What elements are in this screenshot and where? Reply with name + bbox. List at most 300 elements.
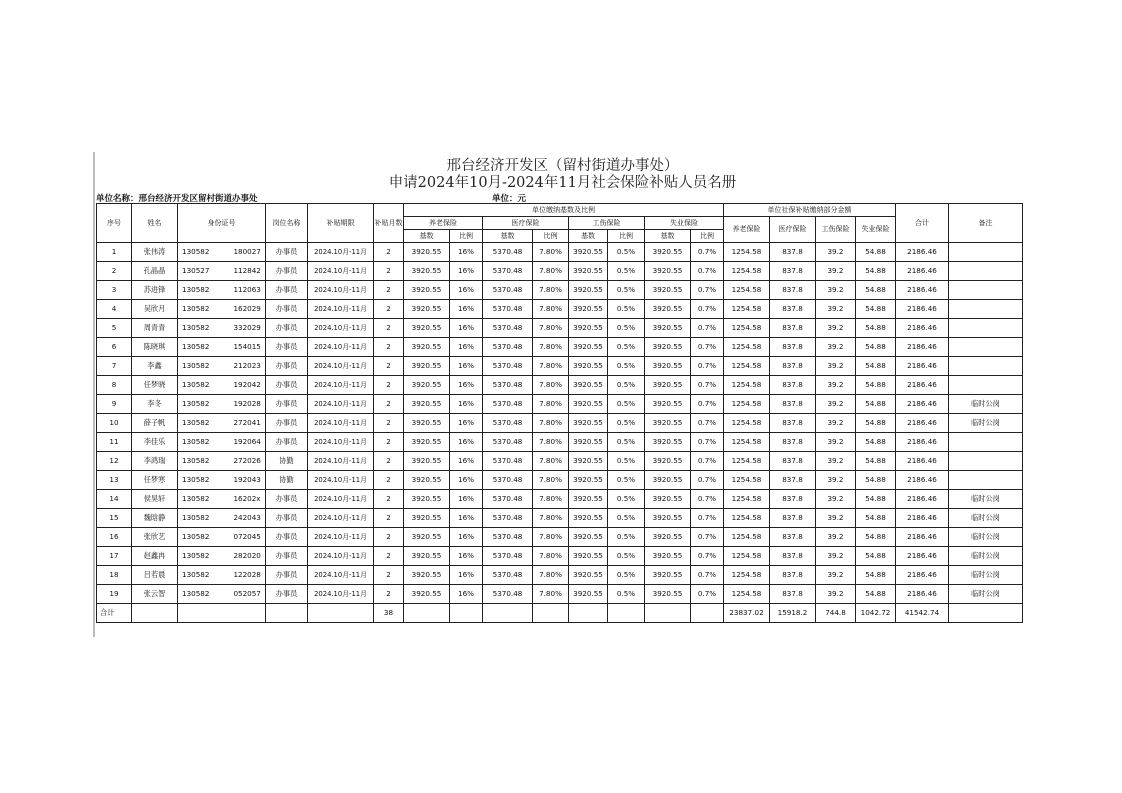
cell-unemployment-ratio: 0.7% xyxy=(691,528,724,547)
cell-id-suffix: 162029 xyxy=(233,304,261,314)
cell-injury-base: 3920.55 xyxy=(569,490,608,509)
cell-period: 2024.10月-11月 xyxy=(308,376,374,395)
cell-pension-base: 3920.55 xyxy=(404,414,450,433)
table-row xyxy=(97,528,1023,547)
totals-empty xyxy=(266,604,308,623)
cell-pension-ratio: 16% xyxy=(450,471,483,490)
cell-id-prefix: 130582 xyxy=(182,399,210,409)
cell-injury-amount: 39.2 xyxy=(816,338,856,357)
cell-injury-amount: 39.2 xyxy=(816,243,856,262)
totals-empty xyxy=(691,604,724,623)
cell-remark xyxy=(949,300,1023,319)
cell-medical-ratio: 7.80% xyxy=(533,319,569,338)
cell-period: 2024.10月-11月 xyxy=(308,300,374,319)
cell-remark: 临时公岗 xyxy=(949,566,1023,585)
cell-name: 任梦晓 xyxy=(132,376,178,395)
cell-injury-base: 3920.55 xyxy=(569,357,608,376)
cell-total: 2186.46 xyxy=(896,566,949,585)
totals-empty xyxy=(308,604,374,623)
table-row xyxy=(97,585,1023,604)
cell-total: 2186.46 xyxy=(896,547,949,566)
cell-remark xyxy=(949,452,1023,471)
cell-medical-amount: 837.8 xyxy=(770,585,816,604)
cell-unemployment-base: 3920.55 xyxy=(645,528,691,547)
cell-id xyxy=(178,528,266,547)
cell-unemployment-base: 3920.55 xyxy=(645,281,691,300)
cell-medical-amount: 837.8 xyxy=(770,376,816,395)
cell-id xyxy=(178,471,266,490)
cell-id-suffix: 192042 xyxy=(233,380,261,390)
table-row xyxy=(97,262,1023,281)
cell-injury-amount: 39.2 xyxy=(816,433,856,452)
cell-months: 2 xyxy=(374,585,404,604)
cell-unemployment-amount: 54.88 xyxy=(856,566,896,585)
cell-medical-ratio: 7.80% xyxy=(533,452,569,471)
cell-pension-amount: 1254.58 xyxy=(724,243,770,262)
table-row xyxy=(97,319,1023,338)
cell-injury-amount: 39.2 xyxy=(816,414,856,433)
totals-medical-amount: 15918.2 xyxy=(770,604,816,623)
header-remark: 备注 xyxy=(949,204,1023,243)
cell-unemployment-base: 3920.55 xyxy=(645,566,691,585)
header-post: 岗位名称 xyxy=(266,204,308,243)
cell-post: 办事员 xyxy=(266,585,308,604)
cell-medical-amount: 837.8 xyxy=(770,452,816,471)
cell-unemployment-ratio: 0.7% xyxy=(691,338,724,357)
cell-injury-base: 3920.55 xyxy=(569,281,608,300)
cell-id xyxy=(178,300,266,319)
cell-medical-ratio: 7.80% xyxy=(533,566,569,585)
cell-id-prefix: 130582 xyxy=(182,475,210,485)
cell-id-prefix: 130582 xyxy=(182,589,210,599)
cell-months: 2 xyxy=(374,566,404,585)
cell-injury-amount: 39.2 xyxy=(816,471,856,490)
cell-id-suffix: 052057 xyxy=(233,589,261,599)
cell-injury-amount: 39.2 xyxy=(816,585,856,604)
cell-unemployment-base: 3920.55 xyxy=(645,262,691,281)
cell-total: 2186.46 xyxy=(896,433,949,452)
cell-months: 2 xyxy=(374,243,404,262)
cell-period: 2024.10月-11月 xyxy=(308,281,374,300)
cell-medical-ratio: 7.80% xyxy=(533,243,569,262)
cell-id xyxy=(178,281,266,300)
cell-period: 2024.10月-11月 xyxy=(308,528,374,547)
cell-pension-ratio: 16% xyxy=(450,452,483,471)
cell-remark: 临时公岗 xyxy=(949,528,1023,547)
cell-name: 李鸿瑞 xyxy=(132,452,178,471)
cell-unemployment-ratio: 0.7% xyxy=(691,414,724,433)
cell-post: 办事员 xyxy=(266,357,308,376)
cell-medical-amount: 837.8 xyxy=(770,300,816,319)
cell-unemployment-base: 3920.55 xyxy=(645,300,691,319)
cell-pension-base: 3920.55 xyxy=(404,509,450,528)
cell-name: 李鑫 xyxy=(132,357,178,376)
table-row xyxy=(97,357,1023,376)
cell-injury-amount: 39.2 xyxy=(816,509,856,528)
cell-id xyxy=(178,357,266,376)
cell-injury-base: 3920.55 xyxy=(569,395,608,414)
cell-unemployment-amount: 54.88 xyxy=(856,509,896,528)
cell-unemployment-base: 3920.55 xyxy=(645,338,691,357)
header-pension-amount: 养老保险 xyxy=(724,217,770,243)
cell-pension-amount: 1254.58 xyxy=(724,566,770,585)
cell-unemployment-amount: 54.88 xyxy=(856,319,896,338)
cell-injury-base: 3920.55 xyxy=(569,414,608,433)
cell-pension-ratio: 16% xyxy=(450,338,483,357)
totals-pension-amount: 23837.02 xyxy=(724,604,770,623)
sheet-left-border xyxy=(93,152,95,637)
cell-medical-ratio: 7.80% xyxy=(533,281,569,300)
cell-seq: 15 xyxy=(97,509,132,528)
cell-pension-base: 3920.55 xyxy=(404,471,450,490)
header-months: 补贴月数 xyxy=(374,204,404,243)
cell-id-suffix: 072045 xyxy=(233,532,261,542)
table-row xyxy=(97,566,1023,585)
cell-medical-base: 5370.48 xyxy=(483,262,533,281)
cell-name: 魏晗静 xyxy=(132,509,178,528)
cell-unemployment-ratio: 0.7% xyxy=(691,395,724,414)
cell-unemployment-amount: 54.88 xyxy=(856,262,896,281)
cell-total: 2186.46 xyxy=(896,262,949,281)
cell-total: 2186.46 xyxy=(896,471,949,490)
cell-seq: 17 xyxy=(97,547,132,566)
cell-id xyxy=(178,547,266,566)
cell-injury-base: 3920.55 xyxy=(569,338,608,357)
cell-unemployment-ratio: 0.7% xyxy=(691,509,724,528)
cell-seq: 18 xyxy=(97,566,132,585)
cell-pension-amount: 1254.58 xyxy=(724,585,770,604)
cell-id-suffix: 212023 xyxy=(233,361,261,371)
cell-name: 张欣艺 xyxy=(132,528,178,547)
cell-pension-base: 3920.55 xyxy=(404,300,450,319)
cell-pension-base: 3920.55 xyxy=(404,433,450,452)
header-injury: 工伤保险 xyxy=(569,217,645,230)
cell-id-suffix: 154015 xyxy=(233,342,261,352)
cell-pension-base: 3920.55 xyxy=(404,452,450,471)
header-pension-ratio: 比例 xyxy=(450,230,483,243)
cell-pension-base: 3920.55 xyxy=(404,357,450,376)
cell-medical-amount: 837.8 xyxy=(770,243,816,262)
cell-medical-ratio: 7.80% xyxy=(533,509,569,528)
cell-id xyxy=(178,376,266,395)
cell-unemployment-base: 3920.55 xyxy=(645,357,691,376)
cell-injury-amount: 39.2 xyxy=(816,300,856,319)
cell-id xyxy=(178,566,266,585)
cell-remark: 临时公岗 xyxy=(949,490,1023,509)
totals-empty xyxy=(949,604,1023,623)
cell-injury-amount: 39.2 xyxy=(816,376,856,395)
table-row xyxy=(97,509,1023,528)
header-unemployment-base: 基数 xyxy=(645,230,691,243)
cell-id-prefix: 130527 xyxy=(182,266,210,276)
cell-id xyxy=(178,509,266,528)
cell-period: 2024.10月-11月 xyxy=(308,471,374,490)
cell-id-prefix: 130582 xyxy=(182,551,210,561)
cell-months: 2 xyxy=(374,414,404,433)
cell-months: 2 xyxy=(374,509,404,528)
cell-total: 2186.46 xyxy=(896,509,949,528)
cell-medical-base: 5370.48 xyxy=(483,376,533,395)
cell-medical-amount: 837.8 xyxy=(770,547,816,566)
cell-injury-amount: 39.2 xyxy=(816,452,856,471)
cell-seq: 8 xyxy=(97,376,132,395)
cell-total: 2186.46 xyxy=(896,300,949,319)
cell-injury-ratio: 0.5% xyxy=(608,300,645,319)
cell-medical-ratio: 7.80% xyxy=(533,547,569,566)
cell-name: 吴欣月 xyxy=(132,300,178,319)
cell-unemployment-amount: 54.88 xyxy=(856,300,896,319)
cell-post: 办事员 xyxy=(266,414,308,433)
cell-remark: 临时公岗 xyxy=(949,395,1023,414)
cell-medical-amount: 837.8 xyxy=(770,281,816,300)
cell-unemployment-base: 3920.55 xyxy=(645,452,691,471)
cell-medical-base: 5370.48 xyxy=(483,319,533,338)
cell-pension-amount: 1254.58 xyxy=(724,300,770,319)
cell-name: 任梦寒 xyxy=(132,471,178,490)
cell-unemployment-base: 3920.55 xyxy=(645,585,691,604)
cell-remark: 临时公岗 xyxy=(949,414,1023,433)
cell-medical-base: 5370.48 xyxy=(483,433,533,452)
cell-name: 周青青 xyxy=(132,319,178,338)
cell-months: 2 xyxy=(374,376,404,395)
cell-post: 办事员 xyxy=(266,319,308,338)
cell-medical-base: 5370.48 xyxy=(483,338,533,357)
cell-medical-ratio: 7.80% xyxy=(533,414,569,433)
cell-name: 李佳乐 xyxy=(132,433,178,452)
cell-post: 办事员 xyxy=(266,490,308,509)
cell-total: 2186.46 xyxy=(896,585,949,604)
header-medical-base: 基数 xyxy=(483,230,533,243)
cell-injury-ratio: 0.5% xyxy=(608,471,645,490)
cell-unemployment-amount: 54.88 xyxy=(856,528,896,547)
table-row xyxy=(97,243,1023,262)
cell-post: 办事员 xyxy=(266,243,308,262)
cell-pension-ratio: 16% xyxy=(450,300,483,319)
cell-unemployment-ratio: 0.7% xyxy=(691,471,724,490)
cell-id-suffix: 180027 xyxy=(233,247,261,257)
cell-unemployment-ratio: 0.7% xyxy=(691,300,724,319)
cell-injury-base: 3920.55 xyxy=(569,452,608,471)
cell-name: 陈晓琪 xyxy=(132,338,178,357)
cell-post: 办事员 xyxy=(266,509,308,528)
subsidy-table xyxy=(96,203,1023,623)
cell-medical-base: 5370.48 xyxy=(483,357,533,376)
cell-pension-base: 3920.55 xyxy=(404,585,450,604)
header-pension-base: 基数 xyxy=(404,230,450,243)
cell-months: 2 xyxy=(374,452,404,471)
cell-injury-amount: 39.2 xyxy=(816,547,856,566)
cell-unemployment-amount: 54.88 xyxy=(856,281,896,300)
header-seq: 序号 xyxy=(97,204,132,243)
table-row xyxy=(97,300,1023,319)
unit-currency: 单位：元 xyxy=(492,194,527,204)
cell-pension-amount: 1254.58 xyxy=(724,452,770,471)
cell-id xyxy=(178,338,266,357)
cell-months: 2 xyxy=(374,262,404,281)
cell-period: 2024.10月-11月 xyxy=(308,547,374,566)
table-row xyxy=(97,376,1023,395)
cell-period: 2024.10月-11月 xyxy=(308,433,374,452)
cell-id xyxy=(178,319,266,338)
totals-grand-total: 41542.74 xyxy=(896,604,949,623)
cell-unemployment-amount: 54.88 xyxy=(856,452,896,471)
cell-pension-amount: 1254.58 xyxy=(724,262,770,281)
cell-injury-ratio: 0.5% xyxy=(608,490,645,509)
cell-total: 2186.46 xyxy=(896,357,949,376)
cell-name: 苏进锋 xyxy=(132,281,178,300)
cell-id-prefix: 130582 xyxy=(182,285,210,295)
cell-period: 2024.10月-11月 xyxy=(308,319,374,338)
totals-empty xyxy=(533,604,569,623)
cell-pension-ratio: 16% xyxy=(450,585,483,604)
header-unemployment: 失业保险 xyxy=(645,217,724,230)
cell-medical-base: 5370.48 xyxy=(483,490,533,509)
table-row xyxy=(97,395,1023,414)
cell-unemployment-ratio: 0.7% xyxy=(691,452,724,471)
cell-medical-base: 5370.48 xyxy=(483,471,533,490)
header-medical-amount: 医疗保险 xyxy=(770,217,816,243)
cell-unemployment-base: 3920.55 xyxy=(645,376,691,395)
cell-period: 2024.10月-11月 xyxy=(308,262,374,281)
cell-medical-base: 5370.48 xyxy=(483,547,533,566)
cell-pension-amount: 1254.58 xyxy=(724,528,770,547)
cell-medical-ratio: 7.80% xyxy=(533,433,569,452)
cell-injury-ratio: 0.5% xyxy=(608,243,645,262)
cell-id xyxy=(178,490,266,509)
cell-remark: 临时公岗 xyxy=(949,509,1023,528)
cell-pension-amount: 1254.58 xyxy=(724,395,770,414)
cell-pension-ratio: 16% xyxy=(450,433,483,452)
cell-unemployment-ratio: 0.7% xyxy=(691,566,724,585)
cell-period: 2024.10月-11月 xyxy=(308,585,374,604)
cell-unemployment-amount: 54.88 xyxy=(856,243,896,262)
cell-name: 张伟涛 xyxy=(132,243,178,262)
header-pension: 养老保险 xyxy=(404,217,483,230)
cell-medical-base: 5370.48 xyxy=(483,566,533,585)
cell-pension-base: 3920.55 xyxy=(404,490,450,509)
cell-post: 办事员 xyxy=(266,376,308,395)
cell-medical-amount: 837.8 xyxy=(770,357,816,376)
cell-unemployment-amount: 54.88 xyxy=(856,395,896,414)
cell-unemployment-base: 3920.55 xyxy=(645,490,691,509)
cell-unemployment-amount: 54.88 xyxy=(856,471,896,490)
cell-post: 办事员 xyxy=(266,395,308,414)
totals-label: 合计 xyxy=(97,604,132,623)
cell-injury-ratio: 0.5% xyxy=(608,319,645,338)
cell-seq: 12 xyxy=(97,452,132,471)
cell-post: 办事员 xyxy=(266,566,308,585)
table-row xyxy=(97,452,1023,471)
cell-months: 2 xyxy=(374,395,404,414)
table-row xyxy=(97,490,1023,509)
cell-medical-ratio: 7.80% xyxy=(533,585,569,604)
cell-total: 2186.46 xyxy=(896,490,949,509)
cell-injury-ratio: 0.5% xyxy=(608,376,645,395)
cell-seq: 19 xyxy=(97,585,132,604)
cell-unemployment-amount: 54.88 xyxy=(856,490,896,509)
cell-pension-base: 3920.55 xyxy=(404,281,450,300)
cell-id-prefix: 130582 xyxy=(182,494,210,504)
cell-unemployment-ratio: 0.7% xyxy=(691,262,724,281)
cell-remark: 临时公岗 xyxy=(949,547,1023,566)
cell-post: 办事员 xyxy=(266,528,308,547)
cell-unemployment-ratio: 0.7% xyxy=(691,243,724,262)
cell-injury-ratio: 0.5% xyxy=(608,414,645,433)
cell-pension-base: 3920.55 xyxy=(404,547,450,566)
cell-injury-base: 3920.55 xyxy=(569,528,608,547)
cell-name: 吕若晨 xyxy=(132,566,178,585)
cell-seq: 9 xyxy=(97,395,132,414)
cell-total: 2186.46 xyxy=(896,338,949,357)
cell-unemployment-base: 3920.55 xyxy=(645,319,691,338)
cell-name: 赵鑫冉 xyxy=(132,547,178,566)
cell-pension-ratio: 16% xyxy=(450,281,483,300)
cell-total: 2186.46 xyxy=(896,319,949,338)
cell-post: 办事员 xyxy=(266,433,308,452)
cell-injury-amount: 39.2 xyxy=(816,490,856,509)
cell-injury-ratio: 0.5% xyxy=(608,281,645,300)
cell-unemployment-ratio: 0.7% xyxy=(691,585,724,604)
cell-post: 办事员 xyxy=(266,262,308,281)
cell-medical-amount: 837.8 xyxy=(770,262,816,281)
cell-unemployment-amount: 54.88 xyxy=(856,547,896,566)
header-id: 身份证号 xyxy=(178,204,266,243)
cell-pension-ratio: 16% xyxy=(450,414,483,433)
cell-pension-amount: 1254.58 xyxy=(724,433,770,452)
header-unemployment-amount: 失业保险 xyxy=(856,217,896,243)
cell-injury-base: 3920.55 xyxy=(569,585,608,604)
table-row xyxy=(97,338,1023,357)
cell-id-prefix: 130582 xyxy=(182,418,210,428)
cell-medical-amount: 837.8 xyxy=(770,566,816,585)
cell-injury-base: 3920.55 xyxy=(569,566,608,585)
cell-remark xyxy=(949,376,1023,395)
cell-unemployment-amount: 54.88 xyxy=(856,357,896,376)
cell-pension-ratio: 16% xyxy=(450,376,483,395)
cell-id xyxy=(178,585,266,604)
cell-unemployment-amount: 54.88 xyxy=(856,585,896,604)
cell-unemployment-amount: 54.88 xyxy=(856,433,896,452)
cell-unemployment-base: 3920.55 xyxy=(645,243,691,262)
totals-empty xyxy=(645,604,691,623)
cell-unemployment-amount: 54.88 xyxy=(856,414,896,433)
cell-remark xyxy=(949,319,1023,338)
cell-id-suffix: 242043 xyxy=(233,513,261,523)
cell-remark: 临时公岗 xyxy=(949,585,1023,604)
cell-id xyxy=(178,433,266,452)
cell-id-prefix: 130582 xyxy=(182,570,210,580)
cell-months: 2 xyxy=(374,300,404,319)
cell-id-suffix: 332029 xyxy=(233,323,261,333)
cell-injury-amount: 39.2 xyxy=(816,262,856,281)
cell-medical-ratio: 7.80% xyxy=(533,395,569,414)
cell-remark xyxy=(949,338,1023,357)
cell-injury-amount: 39.2 xyxy=(816,566,856,585)
totals-empty xyxy=(608,604,645,623)
cell-remark xyxy=(949,471,1023,490)
cell-id-suffix: 282020 xyxy=(233,551,261,561)
unit-name: 单位名称：邢台经济开发区留村街道办事处 xyxy=(96,194,258,204)
cell-pension-amount: 1254.58 xyxy=(724,319,770,338)
header-name: 姓名 xyxy=(132,204,178,243)
cell-pension-amount: 1254.58 xyxy=(724,509,770,528)
cell-medical-amount: 837.8 xyxy=(770,395,816,414)
cell-unemployment-ratio: 0.7% xyxy=(691,433,724,452)
cell-id-prefix: 130582 xyxy=(182,247,210,257)
cell-injury-ratio: 0.5% xyxy=(608,585,645,604)
cell-pension-base: 3920.55 xyxy=(404,243,450,262)
cell-injury-ratio: 0.5% xyxy=(608,262,645,281)
